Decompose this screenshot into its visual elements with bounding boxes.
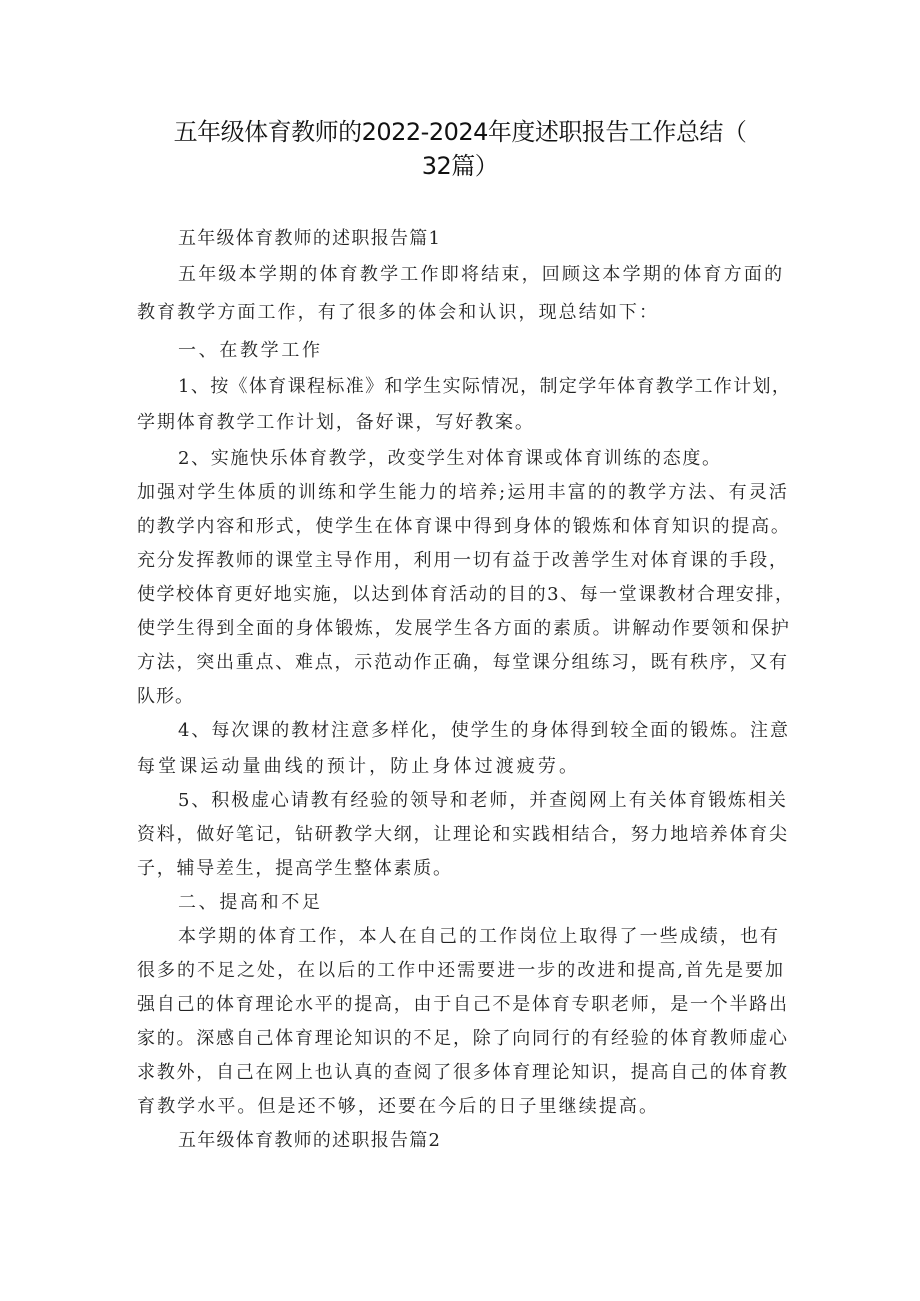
paragraph-line: 教育教学方面工作，有了很多的体会和认识，现总结如下： — [137, 302, 660, 323]
paragraph-line: 育教学水平。但是还不够，还要在今后的日子里继续提高。 — [137, 1096, 660, 1117]
section-heading-part-1: 五年级体育教师的述职报告篇1 — [178, 228, 442, 249]
paragraph-line: 方法，突出重点、难点，示范动作正确，每堂课分组练习，既有秩序，又有 — [137, 652, 789, 673]
paragraph-line: 充分发挥教师的课堂主导作用，利用一切有益于改善学生对体育课的手段， — [137, 550, 789, 571]
paragraph-line: 2、实施快乐体育教学，改变学生对体育课或体育训练的态度。 — [178, 448, 722, 469]
paragraph-line: 队形。 — [137, 686, 194, 707]
paragraph-line: 学期体育教学工作计划，备好课，写好教案。 — [137, 412, 535, 433]
subheading-improvements: 二、提高和不足 — [178, 892, 323, 913]
paragraph-line: 5、积极虚心请教有经验的领导和老师，并查阅网上有关体育锻炼相关 — [178, 790, 788, 811]
paragraph-line: 的教学内容和形式，使学生在体育课中得到身体的锻炼和体育知识的提高。 — [137, 516, 791, 537]
paragraph-line: 本学期的体育工作，本人在自己的工作岗位上取得了一些成绩，也有 — [178, 926, 781, 947]
document-title-line-1: 五年级体育教师的2022-2024年度述职报告工作总结（ — [173, 118, 747, 146]
paragraph-line: 五年级本学期的体育教学工作即将结束，回顾这本学期的体育方面的 — [178, 264, 785, 285]
paragraph-line: 使学生得到全面的身体锻炼，发展学生各方面的素质。讲解动作要领和保护 — [137, 618, 791, 639]
paragraph-line: 使学校体育更好地实施，以达到体育活动的目的3、每一堂课教材合理安排， — [137, 584, 795, 605]
paragraph-line: 强自己的体育理论水平的提高，由于自己不是体育专职老师，是一个半路出 — [137, 994, 789, 1015]
section-heading-part-2: 五年级体育教师的述职报告篇2 — [178, 1130, 442, 1151]
paragraph-line: 加强对学生体质的训练和学生能力的培养;运用丰富的的教学方法、有灵活 — [137, 482, 790, 503]
subheading-teaching-work: 一、在教学工作 — [178, 340, 323, 361]
paragraph-line: 资料，做好笔记，钻研教学大纲，让理论和实践相结合，努力地培养体育尖 — [137, 824, 789, 845]
paragraph-line: 1、按《体育课程标准》和学生实际情况，制定学年体育教学工作计划， — [178, 376, 792, 397]
paragraph-line: 求教外，自己在网上也认真的查阅了很多体育理论知识，提高自己的体育教 — [137, 1062, 789, 1083]
document-title-line-2: 32篇） — [421, 152, 499, 180]
paragraph-line: 每堂课运动量曲线的预计，防止身体过渡疲劳。 — [137, 756, 581, 777]
paragraph-line: 4、每次课的教材注意多样化，使学生的身体得到较全面的锻炼。注意 — [178, 720, 790, 741]
paragraph-line: 子，辅导差生，提高学生整体素质。 — [137, 858, 453, 879]
paragraph-line: 很多的不足之处，在以后的工作中还需要进一步的改进和提高,首先是要加 — [137, 960, 786, 981]
paragraph-line: 家的。深感自己体育理论知识的不足，除了向同行的有经验的体育教师虚心 — [137, 1028, 789, 1049]
